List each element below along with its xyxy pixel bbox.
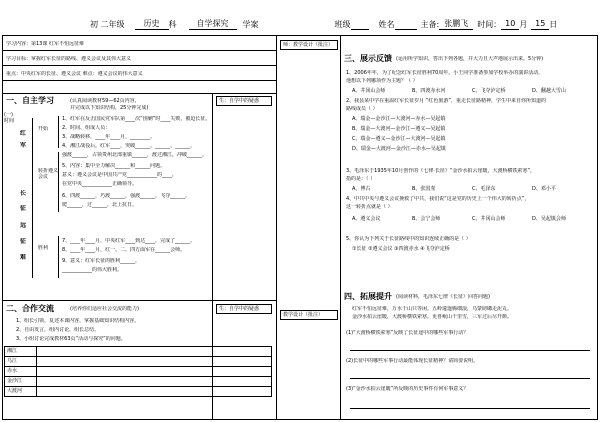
table-row: [5, 357, 272, 367]
teaching-design-note-2: 教学设计（批注）: [280, 310, 338, 320]
quiz-option[interactable]: B、瑞金—大渡河—金沙江—遵义—吴起镇: [352, 126, 446, 132]
quiz-option[interactable]: B、会宁会师: [412, 216, 441, 222]
table-cell-answer[interactable]: [37, 367, 272, 377]
section2-title: 二、合作交流: [6, 304, 54, 313]
structure-main-label: 远: [20, 222, 27, 229]
section3-title: 三、展示反馈: [344, 54, 392, 63]
month-unit: 月: [519, 20, 528, 29]
section1-sub: (认真阅读教材59—62页内容，: [70, 98, 140, 104]
structure-main-label: 军: [20, 142, 27, 149]
structure-main-label: 征: [20, 238, 27, 245]
quiz-option[interactable]: A、遵义会议: [352, 216, 381, 222]
structure-line: 爬______，过______，北上抗日。: [62, 202, 138, 208]
section2-line-3: 3、小组讨论完成教材63页“活动与探究”的问题。: [16, 336, 126, 342]
extension-question-1: (1)“大渡桥横铁索寒”反映了长征途中的哪些军事行动？: [346, 330, 469, 336]
section2-line-1: 1、组长引领，复述本课内容，掌握基础知识结构内容。: [16, 318, 140, 324]
quiz-option[interactable]: C、毛泽东: [472, 186, 496, 192]
quiz-question: 5、你认为下列关于长征路线中的知识连续正确的是（ ）: [346, 236, 471, 242]
quiz-option[interactable]: ①长征 ②遵义会议 ③四渡赤水 ④飞夺泸定桥: [352, 246, 450, 252]
quiz-question: 1、2006年年，为了纪念红军长征胜利70周年，小王同学准备参加学校举办的演讲活动，: [346, 70, 544, 76]
student-doubt-note: 生：自学中的疑惑: [216, 96, 272, 106]
structure-line: 5、内容：集中全力解决______和______问题。: [62, 163, 166, 169]
learning-goal: 学习目标：掌握红军长征的路线、遵义会议及其伟大意义: [6, 56, 132, 62]
quiz-option[interactable]: C、飞夺泸定桥: [472, 88, 506, 94]
table-cell-label: 金沙江: [5, 377, 37, 387]
section4-title: 四、拓展提升: [344, 292, 392, 301]
quiz-option[interactable]: D、吴起镇会师: [532, 216, 566, 222]
mode-value: 自学探究: [189, 19, 237, 30]
name-label: 姓名: [378, 20, 395, 29]
structure-line: 9、意义：红军长征的胜利______，: [62, 258, 141, 264]
structure-line: 4、湘江战役后，红军____，突破______、______、______，: [62, 143, 196, 149]
quiz-question: 他想以下列哪项作为主题？（ ）: [346, 78, 418, 84]
table-row: [5, 387, 272, 397]
quiz-option[interactable]: D、翻越大雪山: [532, 88, 566, 94]
author-value: 张鹏飞: [439, 19, 473, 30]
structure-main-label: 难: [20, 254, 27, 261]
quiz-option[interactable]: C、井冈山会师: [472, 216, 506, 222]
section4-sub: (阅读材料，毛泽东七律《长征》回答问题): [396, 294, 490, 300]
row-line-4: [2, 93, 276, 94]
quiz-option[interactable]: C、瑞金—遵义—金沙江—大渡河—吴起镇: [352, 136, 446, 142]
class-label: 班级: [334, 20, 351, 29]
row-line-2: [2, 65, 276, 66]
extension-question-2: (2)长征中的哪些军事行动最能体现长征精神？请简要说明。: [346, 358, 479, 364]
section1-sub2: 并完成以下知识结构，25分钟完成): [70, 105, 149, 111]
learning-content: 学习内容：第13课 红军不怕远征难: [6, 41, 84, 47]
brace-zunyi: [58, 152, 59, 212]
table-row: [5, 347, 272, 357]
answer-line[interactable]: [350, 350, 590, 351]
table-cell-answer[interactable]: [37, 357, 272, 367]
brace-main: [32, 118, 33, 278]
answer-line[interactable]: [350, 408, 590, 409]
table-cell-label: 湘江: [5, 347, 37, 357]
table-cell-answer[interactable]: [37, 387, 272, 397]
quiz-option[interactable]: A、井冈山会师: [352, 88, 386, 94]
table-cell-label: 赤水: [5, 367, 37, 377]
quiz-option[interactable]: D、邓小平: [532, 186, 556, 192]
quiz-question: 2、我县某中学在重温红军长征岁月 “红色旅游”，重走长征路精神，学生中来自你所知道的: [346, 98, 546, 104]
table-cell-label: 乌江: [5, 357, 37, 367]
structure-branch-label: 胜利: [38, 245, 49, 251]
structure-line: 1、红军在反击国民党军队第____次“围剿”时____失败，被迫长征。: [62, 116, 210, 122]
extension-question-3: (3)“金沙水拍云崖暖”所反映的历史事件有何军事意义？: [346, 386, 469, 392]
margin-label: (一)时间: [4, 112, 14, 125]
row-line-3: [2, 80, 276, 81]
section2-line: [2, 300, 276, 301]
structure-main-label: 长: [20, 190, 27, 197]
quiz-option[interactable]: A、瑞金—金沙江—大渡河—赤水—吴起镇: [352, 116, 446, 122]
table-cell-answer[interactable]: [37, 347, 272, 357]
quiz-option[interactable]: A、博古: [352, 186, 371, 192]
battle-table: [4, 346, 272, 397]
section2-sub: (培养你们适应社会交流的能力): [70, 306, 139, 312]
table-row: [5, 367, 272, 377]
structure-line: 3、战略转移，____年____月，________。: [62, 134, 156, 140]
day-unit: 日: [549, 20, 558, 29]
quiz-option[interactable]: B、张国焘: [412, 186, 436, 192]
structure-line: 7、____年____月，中央红军____到达____，完成了______。: [62, 238, 196, 244]
section2-line-2: 2、自由发言，组内讨论，组长总结。: [16, 327, 100, 333]
poem-line-1: 红军不怕远征难，万水千山只等闲。五岭逶迤腾细浪，乌蒙磅礴走泥丸。: [352, 306, 513, 312]
class-field[interactable]: [351, 19, 369, 30]
quiz-question: 这一转折点就是（ ）: [346, 204, 393, 210]
structure-line: 6、四渡______，巧渡______，强渡______，飞夺______，: [62, 193, 191, 199]
table-cell-label: 大渡河: [5, 387, 37, 397]
author-label: 主备:: [420, 20, 440, 29]
table-row: [5, 377, 272, 387]
structure-line: 2、时间、组成人员：: [62, 125, 111, 131]
quiz-question: 路线成员（ ）: [346, 106, 378, 112]
left-divider: [276, 35, 277, 420]
mode-suffix: 学案: [242, 20, 259, 29]
name-field[interactable]: [395, 19, 417, 30]
day-value: 15: [531, 19, 549, 30]
answer-line[interactable]: [350, 378, 590, 379]
key-points: 重点：中央红军的长征、遵义会议 难点：遵义会议的伟大意义: [6, 71, 143, 77]
quiz-option[interactable]: D、瑞金—大渡河—金沙江—赤水—吴起镇: [352, 146, 446, 152]
structure-line: 意义：遵义会议是中国共产党____________的____，: [62, 172, 178, 178]
quiz-question: 指的是：（ ）: [346, 176, 376, 182]
poem-line-2: 金沙水拍云崖暖，大渡桥横铁索寒。更喜岷山千里雪，三军过后尽开颜。: [352, 314, 513, 320]
structure-line: 强渡______，占领贵州北部重镇______，渡过湘江，冲破______。: [62, 152, 208, 158]
quiz-question: 4、中共中央与遵义会议挽救了中共，我们说“这是党的历史上一个伟大的转折点”，: [346, 196, 530, 202]
structure-line: 8、____年____月，红一、二、四方面军在______会师。: [62, 247, 186, 253]
quiz-question: 3、毛泽东于1935年10月创作的《七律·长征》“金沙水拍云崖暖，大渡桥横铁索寒”，: [346, 168, 536, 174]
month-value: 10: [501, 19, 519, 30]
quiz-option[interactable]: B、四渡赤水河: [412, 88, 446, 94]
subject-suffix: 科: [168, 20, 177, 29]
grade-label: 初 二年级: [90, 20, 125, 29]
section3-sub: (运用所学知识，答出下列各题，并大力且大声地展示出来。5分钟): [396, 56, 544, 62]
brace-start: [58, 116, 59, 148]
time-label: 时间：: [477, 20, 502, 29]
structure-line: ____________的伟大胜利。: [62, 267, 123, 273]
structure-line: 在党中央____________正确领导。: [62, 181, 138, 187]
structure-main-label: 征: [20, 205, 27, 212]
structure-branch-label: 开始: [38, 126, 49, 132]
subject-value: 历史: [135, 19, 169, 30]
worksheet-header: [20, 12, 580, 30]
section1-title: 一、自主学习: [6, 96, 54, 105]
note-divider-right: [340, 35, 341, 420]
teaching-design-note: 师：教学设计（批注）: [280, 40, 338, 50]
student-doubt-note-2: 生：自学中的疑惑: [216, 304, 272, 314]
structure-main-label: 红: [20, 130, 27, 137]
brace-victory: [58, 236, 59, 278]
row-line-1: [2, 50, 276, 51]
structure-branch-label: 转折遵义会议: [38, 168, 58, 181]
table-cell-answer[interactable]: [37, 377, 272, 387]
